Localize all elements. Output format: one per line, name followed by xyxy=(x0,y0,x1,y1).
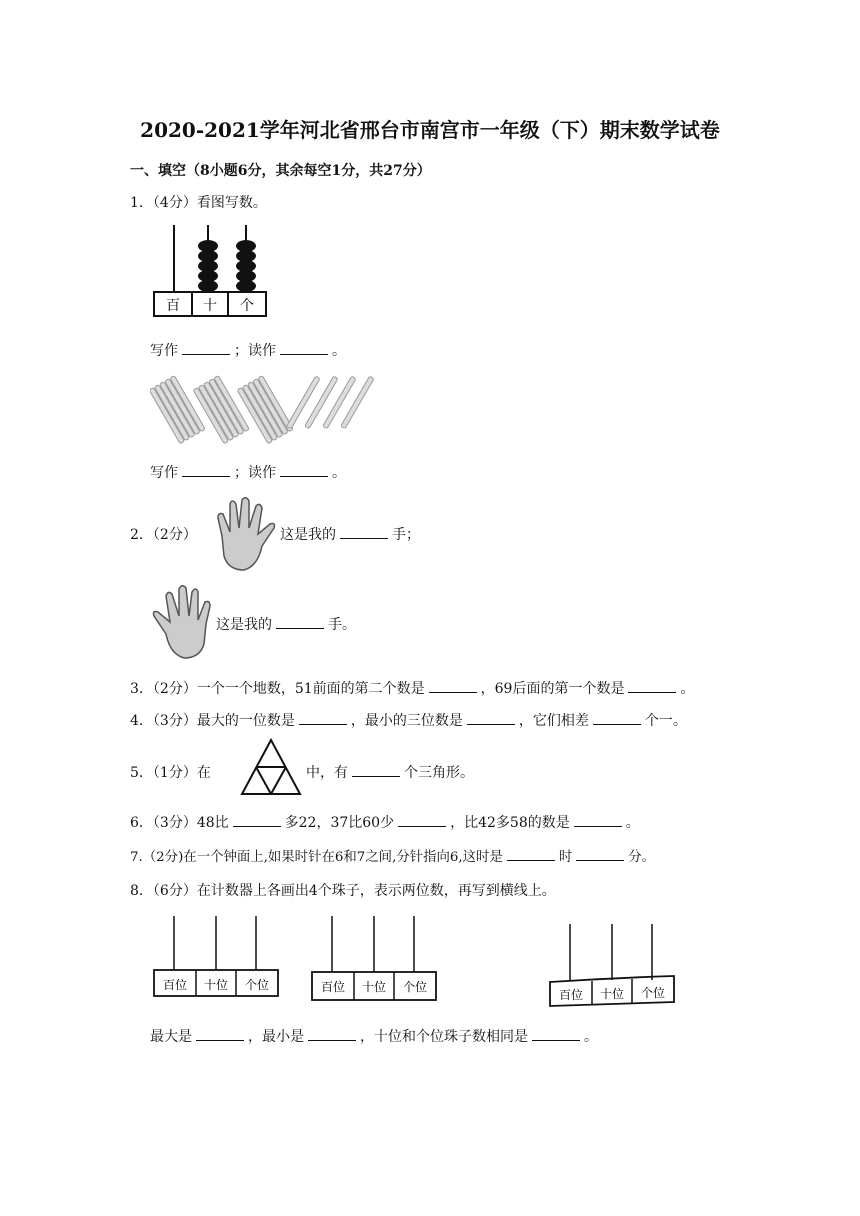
q6-line: 6．（3分）48比 多22，37比60少 ，比42多58的数是 。 xyxy=(130,815,640,831)
q8-label-hundreds-3: 百位 xyxy=(558,988,584,1002)
abacus-label-ones: 个 xyxy=(240,298,254,314)
sticks-bundles-figure xyxy=(150,368,380,448)
q2-number: 2．（2分） xyxy=(130,527,197,543)
left-hand-image xyxy=(212,496,280,572)
page-title: 2020-2021学年河北省邢台市南宫市一年级（下）期末数学试卷 xyxy=(140,118,720,142)
q2-blank-a[interactable] xyxy=(340,526,388,539)
q4-blank-c[interactable] xyxy=(593,712,641,725)
q8-blank-max[interactable] xyxy=(196,1028,244,1041)
q8-label-ones-3: 个位 xyxy=(640,986,666,1000)
q7-blank-minute[interactable] xyxy=(576,848,624,861)
q1-answer-line-b: 写作 ；读作 。 xyxy=(150,465,346,481)
q8-label-tens-1: 十位 xyxy=(203,978,229,992)
q4-line: 4．（3分）最大的一位数是 ，最小的三位数是 ，它们相差 个一。 xyxy=(130,713,687,729)
abacus-figure-1 xyxy=(150,220,280,320)
q8-abacus-1[interactable] xyxy=(154,916,278,996)
q8-label-tens-3: 十位 xyxy=(599,987,625,1001)
q5-blank[interactable] xyxy=(352,764,400,777)
q8-label-tens-2: 十位 xyxy=(361,980,387,994)
q2-line-a: 这是我的 手； xyxy=(280,527,420,543)
right-hand-image xyxy=(148,584,216,660)
q4-blank-a[interactable] xyxy=(299,712,347,725)
q3-blank-a[interactable] xyxy=(429,680,477,693)
q1-answer-line-a: 写作 ；读作 。 xyxy=(150,343,346,359)
q2-blank-b[interactable] xyxy=(276,616,324,629)
q8-label-hundreds-2: 百位 xyxy=(320,980,346,994)
q6-blank-b[interactable] xyxy=(398,814,446,827)
q6-blank-a[interactable] xyxy=(233,814,281,827)
q8-label-hundreds-1: 百位 xyxy=(162,978,188,992)
q8-answer-line: 最大是 ，最小是 ，十位和个位珠子数相同是 。 xyxy=(150,1029,598,1045)
q1-blank-write-a[interactable] xyxy=(182,342,230,355)
q4-blank-b[interactable] xyxy=(467,712,515,725)
q8-label-ones-2: 个位 xyxy=(402,980,428,994)
q8-abacus-3[interactable] xyxy=(550,924,674,1006)
q7-line: 7.（2分)在一个钟面上,如果时针在6和7之间,分针指向6,这时是 时 分。 xyxy=(130,850,656,865)
q8-blank-min[interactable] xyxy=(308,1028,356,1041)
q8-label-ones-1: 个位 xyxy=(244,978,270,992)
q3-line: 3．（2分）一个一个地数，51前面的第二个数是 ，69后面的第一个数是 。 xyxy=(130,681,695,697)
abacus-label-hundreds: 百 xyxy=(166,298,180,314)
q6-blank-c[interactable] xyxy=(574,814,622,827)
q2-line-b: 这是我的 手。 xyxy=(216,617,356,633)
abacus-label-tens: 十 xyxy=(203,298,217,314)
q1-stem: 1．（4分）看图写数。 xyxy=(130,195,267,211)
q8-stem: 8．（6分）在计数器上各画出4个珠子，表示两位数，再写到横线上。 xyxy=(130,883,556,899)
q7-blank-hour[interactable] xyxy=(507,848,555,861)
q1-blank-read-b[interactable] xyxy=(280,464,328,477)
q8-abacus-2[interactable] xyxy=(312,916,436,1000)
q8-blank-same[interactable] xyxy=(532,1028,580,1041)
q1-blank-write-b[interactable] xyxy=(182,464,230,477)
section-heading: 一、填空（8小题6分，其余每空1分，共27分） xyxy=(130,163,431,179)
q8-abacus-set xyxy=(150,912,690,1012)
q3-blank-b[interactable] xyxy=(628,680,676,693)
q5-line-start: 5．（1分）在 xyxy=(130,765,211,781)
triangle-figure xyxy=(238,736,304,798)
q5-line-end: 中，有 个三角形。 xyxy=(306,765,474,781)
q1-blank-read-a[interactable] xyxy=(280,342,328,355)
